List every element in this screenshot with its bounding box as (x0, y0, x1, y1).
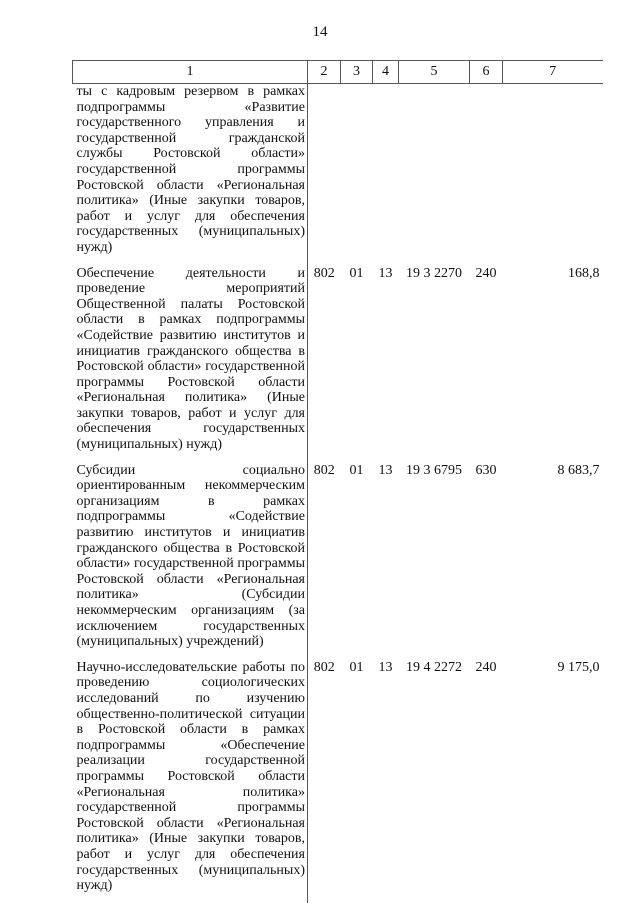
column-header-1: 1 (73, 61, 308, 84)
row-code-3: 01 (349, 659, 364, 675)
row-code-4: 13 (378, 462, 393, 478)
row-code-6: 240 (475, 659, 497, 675)
column-header-5: 5 (399, 61, 470, 84)
row-code-5: 19 3 2270 (406, 265, 462, 281)
row-code-4 (373, 84, 399, 265)
row-code-3: 01 (349, 265, 364, 281)
row-description: Научно-исследовательские работы по проведению социологических исследований по изучению общественно-политической ситуации в Ростовской области в рамках подпрограммы «Обеспечение реализации государственной программы Ростовской области «Региональная политика» государственной программы Ростовской области «Региональная политика» (Иные закупки товаров, работ и услуг для обеспечения государственных (муниципальных) нужд) (73, 659, 308, 903)
column-header-6: 6 (470, 61, 503, 84)
table-row (73, 84, 603, 265)
row-amount: 168,8 (568, 265, 600, 281)
row-code-5: 19 3 6795 (406, 462, 462, 478)
row-code-3 (341, 84, 373, 265)
row-code-4: 13 (378, 659, 393, 675)
row-code-5: 19 4 2272 (406, 659, 462, 675)
row-code-2: 802 (313, 462, 335, 478)
row-description: Обеспечение деятельности и проведение мероприятий Общественной палаты Ростовской области в рамках подпрограммы «Содействие развитию институтов и инициатив гражданского общества в Ростовской области» государственной программы Ростовской области «Региональная политика» (Иные закупки товаров, работ и услуг для обеспечения государственных (муниципальных) нужд) (73, 265, 308, 462)
table-row (73, 659, 603, 903)
row-amount (503, 84, 603, 265)
table-row (73, 265, 603, 462)
row-code-4: 13 (378, 265, 393, 281)
row-description: Субсидии социально ориентированным некоммерческим организациям в рамках подпрограммы «Содействие развитию институтов и инициатив гражданского общества в Ростовской области» государственной программы Ростовской области «Региональная политика» (Субсидии некоммерческим организациям (за исключением государственных (муниципальных) учреждений) (73, 462, 308, 659)
column-header-3: 3 (341, 61, 373, 84)
table-header-row (73, 61, 603, 84)
row-amount: 8 683,7 (557, 462, 600, 478)
row-code-3: 01 (349, 462, 364, 478)
column-header-7: 7 (503, 61, 603, 84)
table-row (73, 462, 603, 659)
row-code-2: 802 (313, 659, 335, 675)
budget-table (72, 60, 603, 903)
row-code-5 (399, 84, 470, 265)
row-code-6 (470, 84, 503, 265)
row-code-6: 630 (475, 462, 497, 478)
row-amount: 9 175,0 (557, 659, 600, 675)
column-header-4: 4 (373, 61, 399, 84)
row-description: ты с кадровым резервом в рамках подпрограммы «Развитие государственного управления и государственной гражданской службы Ростовской области» государственной программы Ростовской области «Региональная политика» (Иные закупки товаров, работ и услуг для обеспечения государственных (муниципальных) нужд) (73, 84, 308, 265)
row-code-2: 802 (313, 265, 335, 281)
column-header-2: 2 (308, 61, 341, 84)
row-code-6: 240 (475, 265, 497, 281)
row-code-2 (308, 84, 341, 265)
page-number: 14 (312, 24, 328, 40)
